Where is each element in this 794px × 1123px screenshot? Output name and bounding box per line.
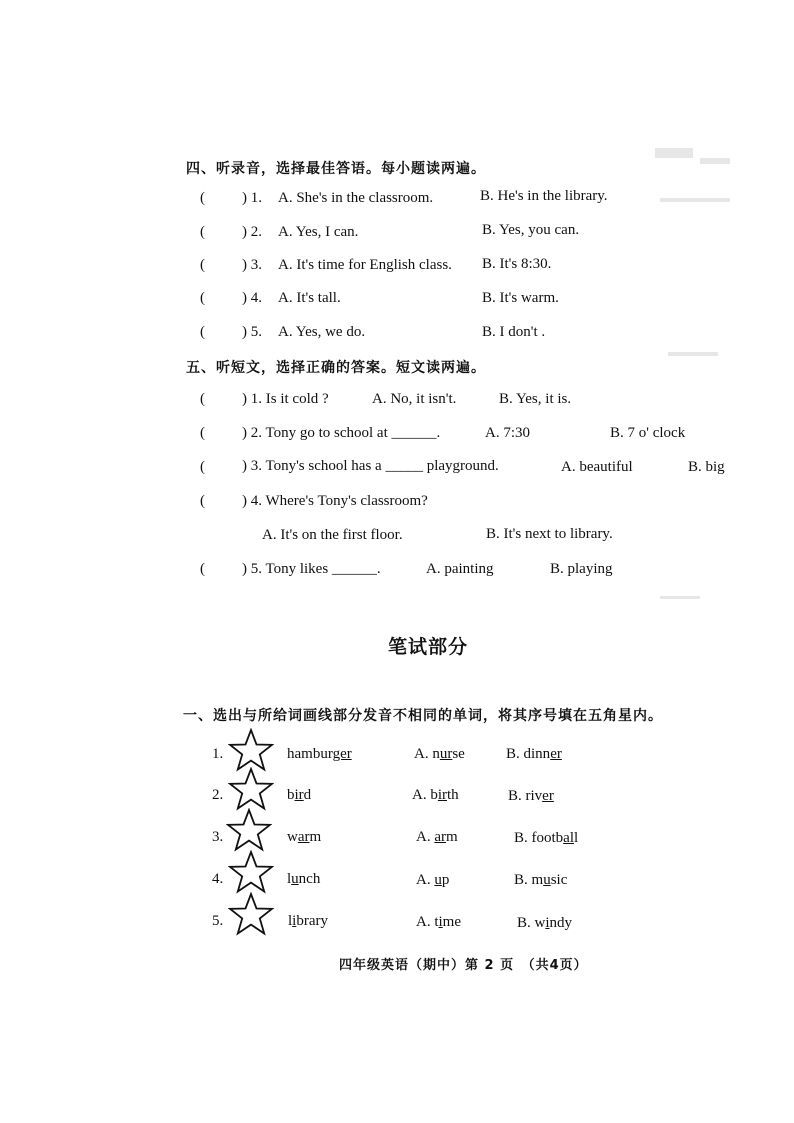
option-a: A. It's on the first floor. <box>262 527 403 543</box>
scan-smudge <box>668 352 718 356</box>
scan-smudge <box>660 198 730 202</box>
answer-blank[interactable]: ( <box>200 561 205 577</box>
option-b: B. It's next to library. <box>486 526 613 542</box>
answer-blank[interactable]: ( <box>200 493 205 509</box>
answer-blank[interactable]: ( <box>200 459 205 475</box>
option-b: B. 7 o' clock <box>610 425 686 441</box>
question-text: ) 5. Tony likes ______. <box>242 561 381 577</box>
option-b: B. football <box>514 830 579 846</box>
question-number: ) 2. <box>242 224 262 240</box>
option-b: B. Yes, you can. <box>482 222 580 238</box>
item-number: 2. <box>212 787 224 803</box>
question-text: ) 4. Where's Tony's classroom? <box>242 493 428 509</box>
option-b: B. music <box>514 872 568 888</box>
question-text: ) 1. Is it cold ? <box>242 391 329 407</box>
answer-blank[interactable]: ( <box>200 324 205 340</box>
item-number: 1. <box>212 746 224 762</box>
option-a: A. Yes, we do. <box>278 324 366 340</box>
question-number: ) 1. <box>242 190 262 206</box>
star-icon[interactable] <box>228 767 274 811</box>
scan-smudge <box>655 148 693 158</box>
question-number: ) 5. <box>242 324 262 340</box>
scan-smudge <box>660 596 700 599</box>
question-text: ) 3. Tony's school has a _____ playground. <box>242 458 499 474</box>
page-footer: 四年级英语（期中）第 2 页 （共4页） <box>339 958 588 973</box>
given-word: hamburger <box>287 746 352 762</box>
option-a: A. She's in the classroom. <box>278 190 434 206</box>
answer-blank[interactable]: ( <box>200 257 205 273</box>
section1-heading: 一、选出与所给词画线部分发音不相同的单词，将其序号填在五角星内。 <box>183 708 663 724</box>
option-a: A. painting <box>426 561 494 577</box>
option-a: A. It's tall. <box>278 290 341 306</box>
option-b: B. river <box>508 788 554 804</box>
answer-blank[interactable]: ( <box>200 224 205 240</box>
written-part-title: 笔试部分 <box>388 636 469 658</box>
answer-blank[interactable]: ( <box>200 391 205 407</box>
star-icon[interactable] <box>226 808 272 852</box>
option-a: A. nurse <box>414 746 465 762</box>
item-number: 3. <box>212 829 224 845</box>
option-b: B. It's 8:30. <box>482 256 552 272</box>
star-icon[interactable] <box>228 892 274 936</box>
option-b: B. I don't . <box>482 324 546 340</box>
question-number: ) 3. <box>242 257 262 273</box>
option-a: A. Yes, I can. <box>278 224 359 240</box>
item-number: 4. <box>212 871 224 887</box>
item-number: 5. <box>212 913 224 929</box>
given-word: bird <box>287 787 312 803</box>
star-icon[interactable] <box>228 850 274 894</box>
option-a: A. It's time for English class. <box>278 257 452 273</box>
answer-blank[interactable]: ( <box>200 190 205 206</box>
option-b: B. windy <box>517 915 573 931</box>
option-b: B. playing <box>550 561 613 577</box>
star-icon[interactable] <box>228 728 274 772</box>
option-b: B. He's in the library. <box>480 188 608 204</box>
option-a: A. arm <box>416 829 458 845</box>
option-b: B. Yes, it is. <box>499 391 572 407</box>
option-b: B. It's warm. <box>482 290 559 306</box>
option-b: B. big <box>688 459 725 475</box>
option-a: A. birth <box>412 787 459 803</box>
option-a: A. 7:30 <box>485 425 530 441</box>
question-text: ) 2. Tony go to school at ______. <box>242 425 441 441</box>
given-word: lunch <box>287 871 321 887</box>
question-number: ) 4. <box>242 290 262 306</box>
answer-blank[interactable]: ( <box>200 290 205 306</box>
option-a: A. No, it isn't. <box>372 391 457 407</box>
given-word: library <box>288 913 328 929</box>
option-b: B. dinner <box>506 746 562 762</box>
option-a: A. beautiful <box>561 459 633 475</box>
answer-blank[interactable]: ( <box>200 425 205 441</box>
option-a: A. time <box>416 914 461 930</box>
section4-heading: 四、听录音，选择最佳答语。每小题读两遍。 <box>186 161 486 177</box>
section5-heading: 五、听短文，选择正确的答案。短文读两遍。 <box>186 360 486 376</box>
option-a: A. up <box>416 872 450 888</box>
scan-smudge <box>700 158 730 164</box>
given-word: warm <box>287 829 322 845</box>
